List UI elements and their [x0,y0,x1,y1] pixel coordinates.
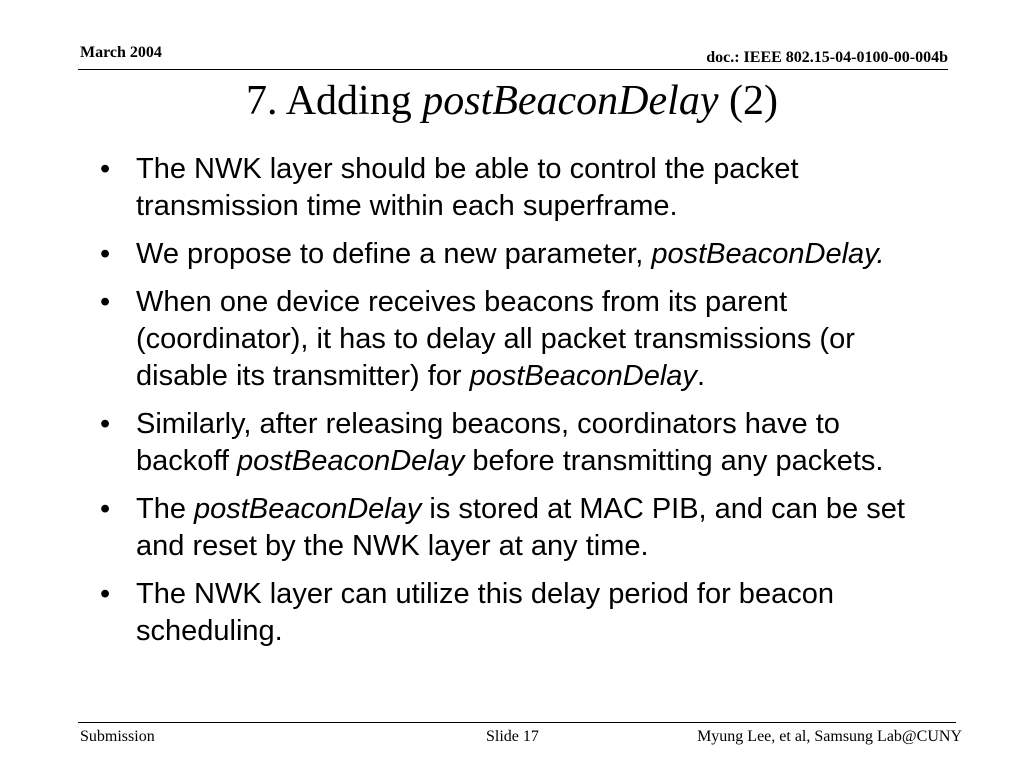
header-date: March 2004 [80,44,162,61]
bullet-list [100,151,930,661]
bullet-dot: • [100,408,111,440]
bullet-text: is stored at MAC PIB, and can be set and reset by the NWK layer at any time. [136,493,905,562]
bullet-text: . [696,360,705,392]
header-doc-id: doc.: IEEE 802.15-04-0100-00-004b [706,49,948,66]
bullet-text-italic: postBeaconDelay. [651,238,885,270]
bullet-dot: • [100,578,111,610]
bullet-item [100,576,930,650]
bullet-dot: • [100,238,111,270]
bullet-text-italic: postBeaconDelay [469,360,697,392]
bullet-item [100,236,930,273]
footer-rule [78,722,956,723]
bullet-text: The NWK layer can utilize this delay period for beacon scheduling. [136,578,834,647]
bullet-text: Similarly, after releasing beacons, coordinators have to backoff [136,408,840,477]
bullet-text-italic: postBeaconDelay [237,445,465,477]
bullet-text: before transmitting any packets. [464,445,884,477]
footer-author: Myung Lee, et al, Samsung Lab@CUNY [697,728,962,745]
bullet-text: The [136,493,195,525]
bullet-text: The NWK layer should be able to control the packet transmission time within each superframe. [136,153,799,222]
bullet-dot: • [100,493,111,525]
bullet-text-italic: postBeaconDelay [194,493,422,525]
bullet-text: We propose to define a new parameter, [136,238,652,270]
bullet-item [100,151,930,225]
bullet-item [100,406,930,480]
bullet-text: When one device receives beacons from its parent (coordinator), it has to delay all packet transmissions (or disable its transmitter) for [136,286,855,392]
bullet-dot: • [100,153,111,185]
title-prefix: 7. Adding [246,78,423,124]
header-rule [78,69,948,70]
bullet-dot: • [100,286,111,318]
slide-title [0,76,1024,126]
footer-submission: Submission [80,728,155,745]
title-italic: postBeaconDelay [422,78,719,124]
footer-slide-number: Slide 17 [486,728,539,745]
bullet-item [100,284,930,395]
bullet-item [100,491,930,565]
title-suffix: (2) [718,78,778,124]
